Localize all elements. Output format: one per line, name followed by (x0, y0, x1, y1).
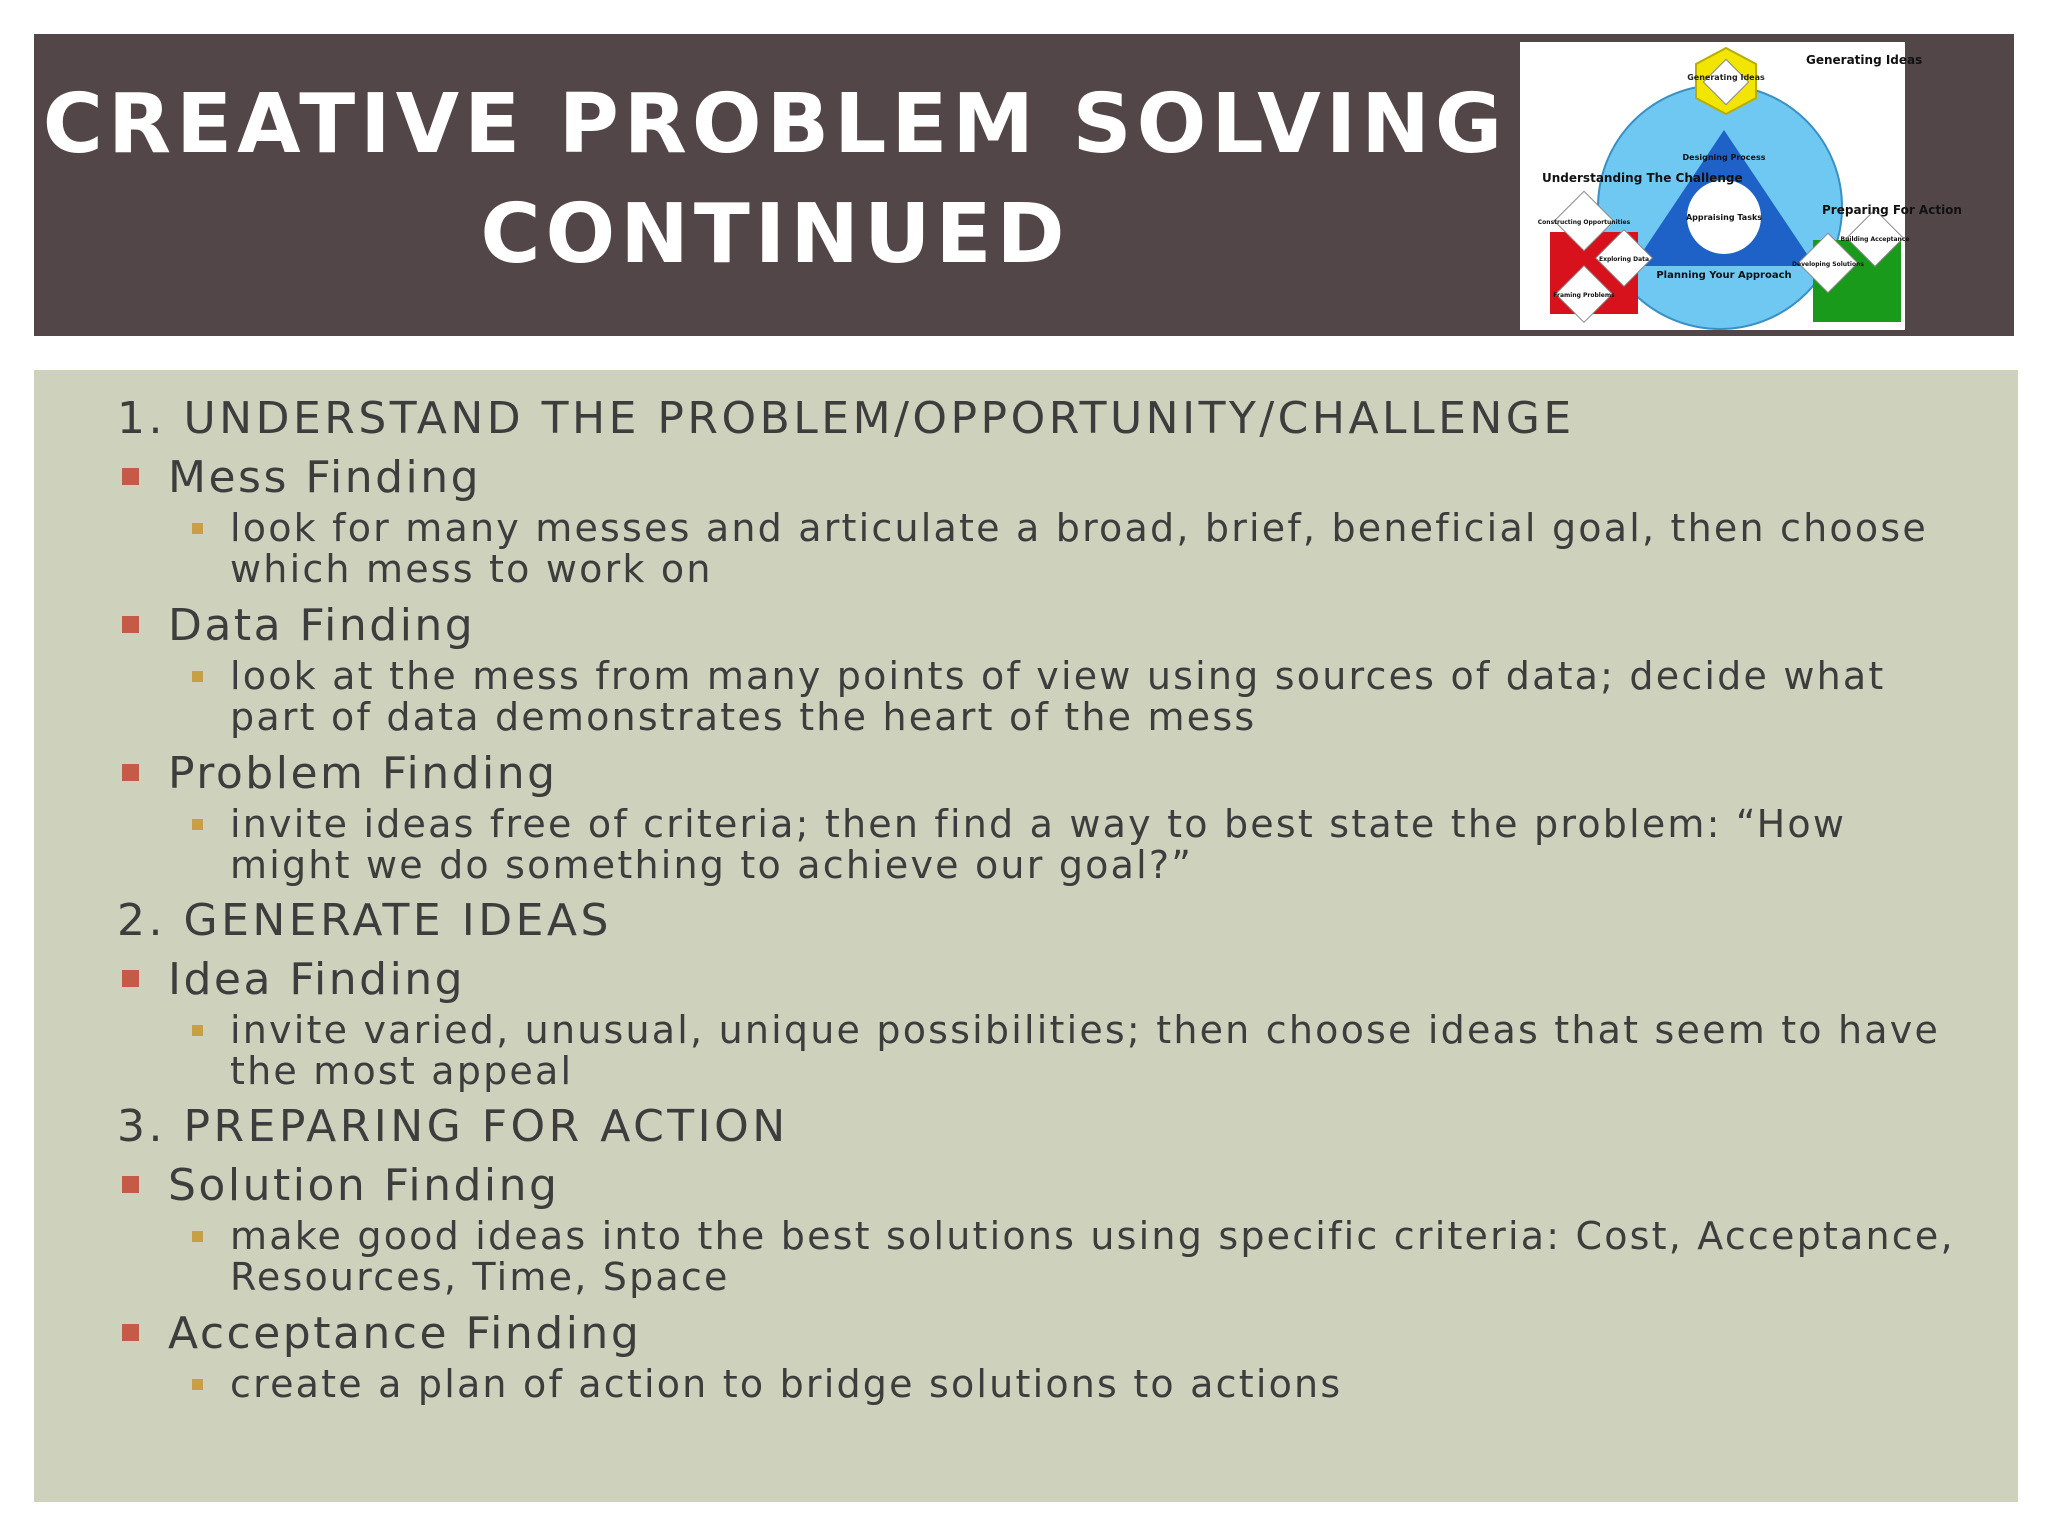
slide-title: CREATIVE PROBLEM SOLVING CONTINUED (42, 77, 1508, 282)
detail-acceptance-finding: create a plan of action to bridge solutions to actions (230, 1364, 1970, 1405)
exploring-label: Exploring Data (1598, 256, 1650, 263)
outline (34, 390, 1970, 1411)
item-mess-finding: Mess Finding (168, 448, 1970, 508)
constructing-label: Constructing Opportunities (1537, 219, 1631, 226)
item-data-finding: Data Finding (168, 596, 1970, 656)
cps-diagram (1520, 42, 1962, 330)
item-problem-finding: Problem Finding (168, 744, 1970, 804)
section-heading-generate: 2. GENERATE IDEAS (117, 895, 612, 946)
designing-process-label: Designing Process (1682, 153, 1766, 162)
item-idea-finding: Idea Finding (168, 950, 1970, 1010)
framing-label: Framing Problems (1553, 292, 1615, 299)
preparing-action-label: Preparing For Action (1822, 203, 1962, 217)
content-panel (34, 370, 2018, 1502)
generating-ideas-inner-label: Generating Ideas (1687, 73, 1765, 82)
detail-mess-finding: look for many messes and articulate a broad, brief, beneficial goal, then choose which mess to work on (230, 508, 1970, 590)
developing-label: Developing Solutions (1792, 261, 1864, 268)
planning-approach-label: Planning Your Approach (1656, 270, 1792, 281)
section-heading-preparing: 3. PREPARING FOR ACTION (117, 1101, 789, 1152)
detail-idea-finding: invite varied, unusual, unique possibilities; then choose ideas that seem to have the most appeal (230, 1010, 1970, 1092)
understanding-challenge-label: Understanding The Challenge (1542, 171, 1743, 185)
item-acceptance-finding: Acceptance Finding (168, 1304, 1970, 1364)
appraising-tasks-label: Appraising Tasks (1685, 213, 1763, 222)
detail-solution-finding: make good ideas into the best solutions using specific criteria: Cost, Acceptance, Resources, Time, Space (230, 1216, 1970, 1298)
detail-problem-finding: invite ideas free of criteria; then find a way to best state the problem: “How might we do something to achieve our goal?” (230, 804, 1970, 886)
building-label: Building Acceptance (1840, 236, 1910, 243)
generating-ideas-label: Generating Ideas (1806, 53, 1923, 67)
detail-data-finding: look at the mess from many points of view using sources of data; decide what part of data demonstrates the heart of the mess (230, 656, 1970, 738)
section-heading-understand: 1. UNDERSTAND THE PROBLEM/OPPORTUNITY/CHALLENGE (117, 393, 1575, 444)
item-solution-finding: Solution Finding (168, 1156, 1970, 1216)
